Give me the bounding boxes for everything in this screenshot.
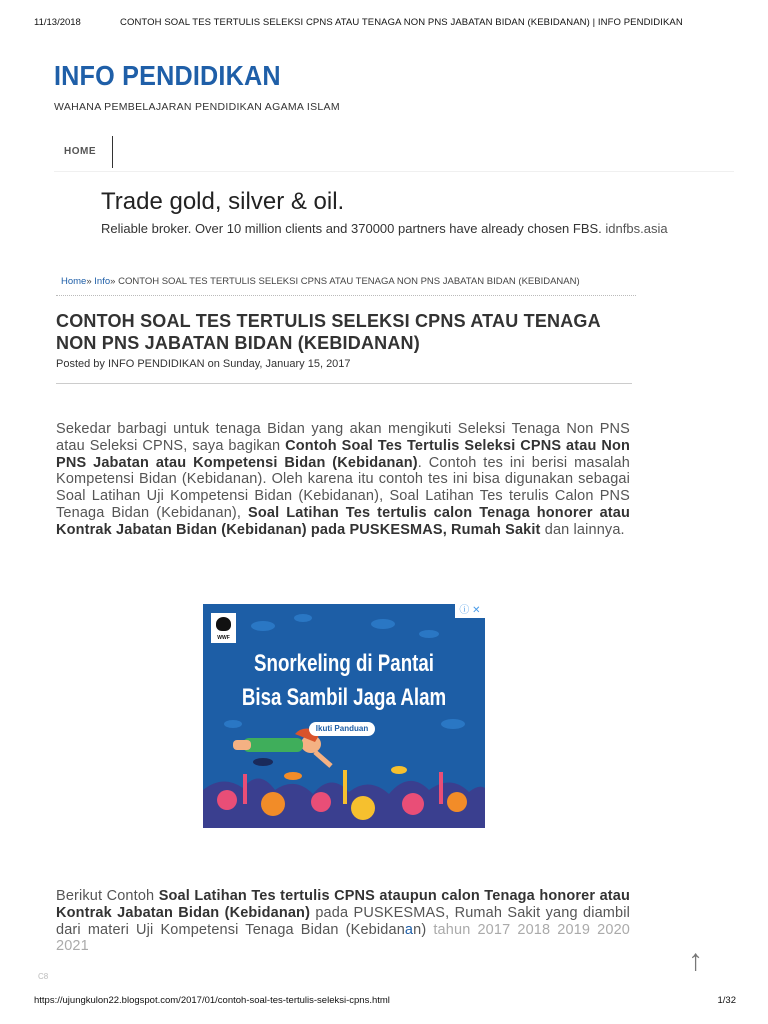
bold-run: E [390,521,401,538]
ad-body-text: Reliable broker. Over 10 million clients and 370000 partners have already chosen FBS. [101,221,602,236]
meta-divider [56,383,632,384]
text-run: dan lainnya. [540,521,625,538]
bold-run: Soal Latihan Tes tertulis calon Tenaga honorer atau Kontrak Jabatan Bidan (Kebidanan) pada PUSK [56,504,631,538]
post-meta [56,358,351,370]
text-run: n) [413,921,427,938]
breadcrumb [61,276,580,287]
ad-banner-line-1: Snorkeling di Pantai [254,650,434,677]
ad-banner-line-2: Bisa Sambil Jaga Alam [241,684,447,711]
post-title: CONTOH SOAL TES TERTULIS SELEKSI CPNS ATAU TENAGA NON PNS JABATAN BIDAN (KEBIDANAN) [56,311,601,353]
nav-divider [112,136,113,168]
print-date: 11/13/2018 [34,17,81,28]
ad-body[interactable] [101,221,668,236]
post-paragraph-1 [56,421,630,539]
text-run: . Contoh tes ini berisi masalah Kompetensi Bidan (Kebidanan). Oleh karena itu contoh tes ini bisa digunakan sebagai Soal Latihan Uji Kompetensi Bidan (Kebidanan), Soal Latihan Tes terulis Calon PNS Tenaga Bidan (Kebidanan), [56,454,630,521]
site-tagline: WAHANA PEMBELAJARAN PENDIDIKAN AGAMA ISLAM [54,101,340,113]
print-page-title: CONTOH SOAL TES TERTULIS SELEKSI CPNS ATAU TENAGA NON PNS JABATAN BIDAN (KEBIDANAN) | INFO PENDIDIKAN [120,17,683,28]
site-title[interactable]: INFO PENDIDIKAN [54,60,281,91]
ad-close-icon[interactable]: ⓘ ✕ [455,604,485,618]
bold-run: SMAS, Rumah Sakit [400,521,541,538]
ad-illustration [203,604,485,828]
print-url: https://ujungkulon22.blogspot.com/2017/01/contoh-soal-tes-tertulis-seleksi-cpns.html [34,995,390,1006]
panda-icon [216,617,231,631]
breadcrumb-info[interactable]: Info [94,276,111,287]
text-run: pada PUSKESMAS, Rumah Sakit yang diambil dari materi Uji Kompetensi Tenaga Bidan (Kebidan [56,904,630,938]
scroll-top-arrow-icon[interactable]: ↑ [688,944,703,977]
meta-prefix: Posted by [56,358,108,370]
text-run: Berikut Contoh [56,888,159,904]
breadcrumb-current: CONTOH SOAL TES TERTULIS SELEKSI CPNS ATAU TENAGA NON PNS JABATAN BIDAN (KEBIDANAN) [115,276,580,287]
post-date: Sunday, January 15, 2017 [222,358,351,370]
wwf-ad-banner[interactable] [203,604,485,828]
page-marker: C8 [38,972,49,981]
text-run: a [404,921,414,938]
nav-bar [54,136,734,172]
text-run: Sekedar barbagi untuk tenaga Bidan yang akan mengikuti Seleksi Tenaga Non PNS atau Seleksi CPNS, saya bagikan [56,421,630,454]
wwf-logo [211,613,236,643]
meta-mid: on [204,358,223,370]
print-page-number: 1/32 [717,995,736,1006]
post-author[interactable]: INFO PENDIDIKAN [107,358,205,370]
breadcrumb-sep: » [86,276,92,287]
post-paragraph-2 [56,888,630,955]
nav-home-link[interactable]: HOME [64,146,96,157]
wwf-logo-text: WWF [217,635,230,641]
bold-run: Contoh Soal Tes Tertulis Seleksi CPNS atau Non PNS Jabatan atau Kompetensi Bidan (Kebidanan) [56,437,630,471]
ad-domain[interactable]: idnfbs.asia [605,221,668,236]
breadcrumb-sep: » [110,276,116,287]
bold-run: Soal Latihan Tes tertulis CPNS ataupun calon Tenaga honorer atau Kontrak Jabatan Bidan (Kebidanan) [56,888,630,921]
breadcrumb-home[interactable]: Home [61,276,87,287]
ad-cta-button[interactable]: Ikuti Panduan [309,722,375,736]
breadcrumb-divider [56,295,636,296]
ad-headline[interactable]: Trade gold, silver & oil. [101,188,345,215]
faint-text-run: tahun 2017 2018 2019 2020 2021 [56,921,630,955]
